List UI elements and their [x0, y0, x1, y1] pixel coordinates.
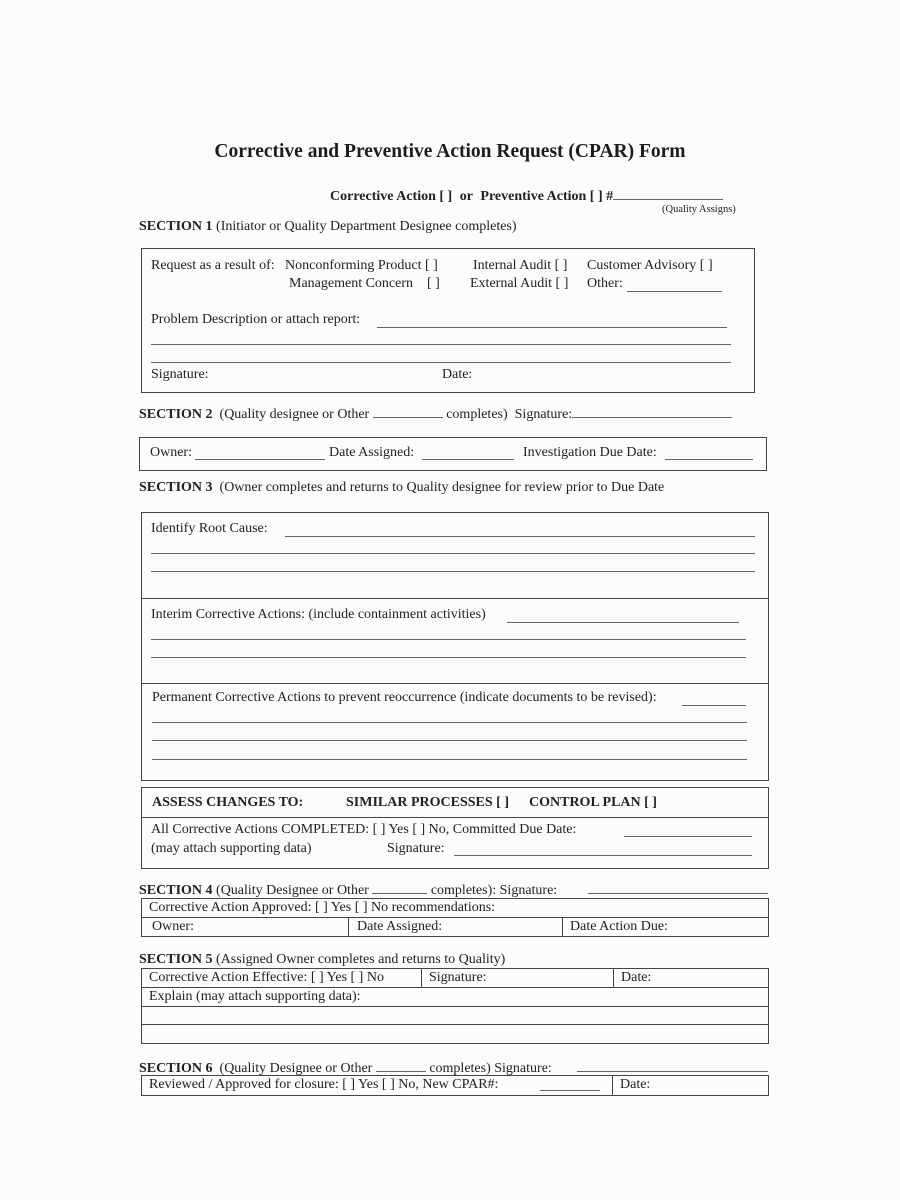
permanent-actions-line[interactable] — [152, 740, 747, 741]
section6-signature-field[interactable] — [577, 1071, 768, 1072]
root-cause-line[interactable] — [151, 571, 755, 572]
section2-note: (Quality designee or Other — [219, 407, 370, 422]
date-assigned-field[interactable] — [422, 459, 514, 460]
root-cause-field[interactable] — [285, 536, 755, 537]
divider — [142, 917, 768, 918]
interim-actions-line[interactable] — [151, 639, 746, 640]
root-cause-line[interactable] — [151, 553, 755, 554]
section5-heading — [139, 952, 505, 968]
external-audit-checkbox[interactable]: External Audit [ ] — [470, 276, 569, 291]
section4-title: SECTION 4 — [139, 883, 213, 898]
assess-changes-box — [141, 787, 769, 869]
section1-title: SECTION 1 — [139, 219, 213, 234]
problem-description-field[interactable] — [377, 327, 727, 328]
action-type-selector — [330, 187, 723, 205]
section6-table — [141, 1075, 769, 1096]
owner-field[interactable] — [195, 459, 325, 460]
date-action-due-label: Date Action Due: — [570, 919, 668, 934]
section4-note: (Quality Designee or Other — [216, 883, 369, 898]
permanent-actions-box — [141, 683, 769, 781]
section4-signature-field[interactable] — [588, 893, 768, 894]
assess-signature-field[interactable] — [454, 855, 752, 856]
section6-signature-label: completes) Signature: — [429, 1061, 552, 1076]
explain-line[interactable] — [142, 1006, 768, 1007]
explain-label: Explain (may attach supporting data): — [149, 989, 361, 1004]
section2-heading — [139, 405, 732, 423]
interim-actions-line[interactable] — [151, 657, 746, 658]
date-label: Date: — [442, 367, 473, 382]
approved-label: Corrective Action Approved: [ ] Yes [ ] No recommendations: — [149, 900, 496, 915]
problem-description-line[interactable] — [151, 344, 731, 345]
investigation-due-date-label: Investigation Due Date: — [523, 445, 657, 460]
explain-line[interactable] — [142, 1024, 768, 1025]
section5-table — [141, 968, 769, 1044]
section6-other-field[interactable] — [376, 1059, 426, 1072]
quality-assigns-note: (Quality Assigns) — [662, 204, 736, 215]
section1-box — [141, 248, 755, 393]
assess-changes-label: ASSESS CHANGES TO: — [152, 795, 304, 810]
or-label: or — [459, 189, 473, 204]
section6-note: (Quality Designee or Other — [219, 1061, 373, 1076]
section4-signature-label: completes): Signature: — [430, 883, 558, 898]
section1-heading — [139, 219, 517, 235]
section2-note-end: completes) — [446, 407, 508, 422]
committed-due-date-field[interactable] — [624, 836, 752, 837]
investigation-due-date-field[interactable] — [665, 459, 753, 460]
date-assigned-label: Date Assigned: — [329, 445, 415, 460]
section5-date-label: Date: — [621, 970, 652, 985]
date-assigned-label: Date Assigned: — [357, 919, 443, 934]
section5-note: (Assigned Owner completes and returns to Quality) — [216, 952, 506, 967]
effective-label: Corrective Action Effective: [ ] Yes [ ] No — [149, 970, 384, 985]
nonconforming-product-checkbox[interactable]: Nonconforming Product [ ] — [285, 258, 438, 273]
section5-signature-label: Signature: — [429, 970, 487, 985]
section2-title: SECTION 2 — [139, 407, 213, 422]
section2-signature-label: Signature: — [514, 407, 573, 422]
section4-other-field[interactable] — [372, 881, 427, 894]
divider — [348, 917, 349, 936]
similar-processes-checkbox[interactable]: SIMILAR PROCESSES [ ] — [346, 795, 509, 810]
section2-box — [139, 437, 767, 471]
permanent-actions-label: Permanent Corrective Actions to prevent reoccurrence (indicate documents to be revised): — [152, 690, 657, 705]
section1-note: (Initiator or Quality Department Designee completes) — [216, 219, 517, 234]
section2-other-field[interactable] — [373, 405, 443, 418]
section6-date-label: Date: — [620, 1077, 651, 1092]
other-field[interactable] — [627, 291, 722, 292]
form-title: Corrective and Preventive Action Request (CPAR) Form — [214, 141, 686, 162]
owner-label: Owner: — [152, 919, 194, 934]
section4-table — [141, 898, 769, 937]
management-concern-checkbox[interactable]: Management Concern [ ] — [289, 276, 440, 291]
completed-label: All Corrective Actions COMPLETED: [ ] Yes [ ] No, Committed Due Date: — [151, 822, 577, 837]
corrective-action-checkbox[interactable]: Corrective Action [ ] — [330, 189, 453, 204]
cpar-number-field[interactable] — [613, 187, 723, 200]
section5-title: SECTION 5 — [139, 952, 213, 967]
section3-note: (Owner completes and returns to Quality designee for review prior to Due Date — [219, 480, 665, 495]
root-cause-box — [141, 512, 769, 599]
preventive-action-checkbox[interactable]: Preventive Action [ ] # — [480, 189, 614, 204]
request-label: Request as a result of: — [151, 258, 275, 273]
reviewed-label: Reviewed / Approved for closure: [ ] Yes [ ] No, New CPAR#: — [149, 1077, 499, 1092]
interim-actions-box — [141, 598, 769, 684]
assess-signature-label: Signature: — [387, 841, 445, 856]
problem-description-label: Problem Description or attach report: — [151, 312, 361, 327]
permanent-actions-line[interactable] — [152, 722, 747, 723]
section6-title: SECTION 6 — [139, 1061, 213, 1076]
problem-description-line[interactable] — [151, 362, 731, 363]
section3-heading — [139, 480, 664, 496]
new-cpar-field[interactable] — [540, 1090, 600, 1091]
owner-label: Owner: — [150, 445, 192, 460]
section3-title: SECTION 3 — [139, 480, 213, 495]
interim-actions-label: Interim Corrective Actions: (include containment activities) — [151, 607, 486, 622]
root-cause-label: Identify Root Cause: — [151, 521, 268, 536]
attach-note: (may attach supporting data) — [151, 841, 312, 856]
permanent-actions-field[interactable] — [682, 705, 746, 706]
interim-actions-field[interactable] — [507, 622, 739, 623]
divider — [142, 817, 768, 818]
internal-audit-checkbox[interactable]: Internal Audit [ ] — [473, 258, 568, 273]
control-plan-checkbox[interactable]: CONTROL PLAN [ ] — [529, 795, 657, 810]
section2-signature-field[interactable] — [572, 405, 732, 418]
permanent-actions-line[interactable] — [152, 759, 747, 760]
signature-label: Signature: — [151, 367, 209, 382]
other-label: Other: — [587, 276, 623, 291]
section4-heading — [139, 881, 557, 899]
customer-advisory-checkbox[interactable]: Customer Advisory [ ] — [587, 258, 713, 273]
